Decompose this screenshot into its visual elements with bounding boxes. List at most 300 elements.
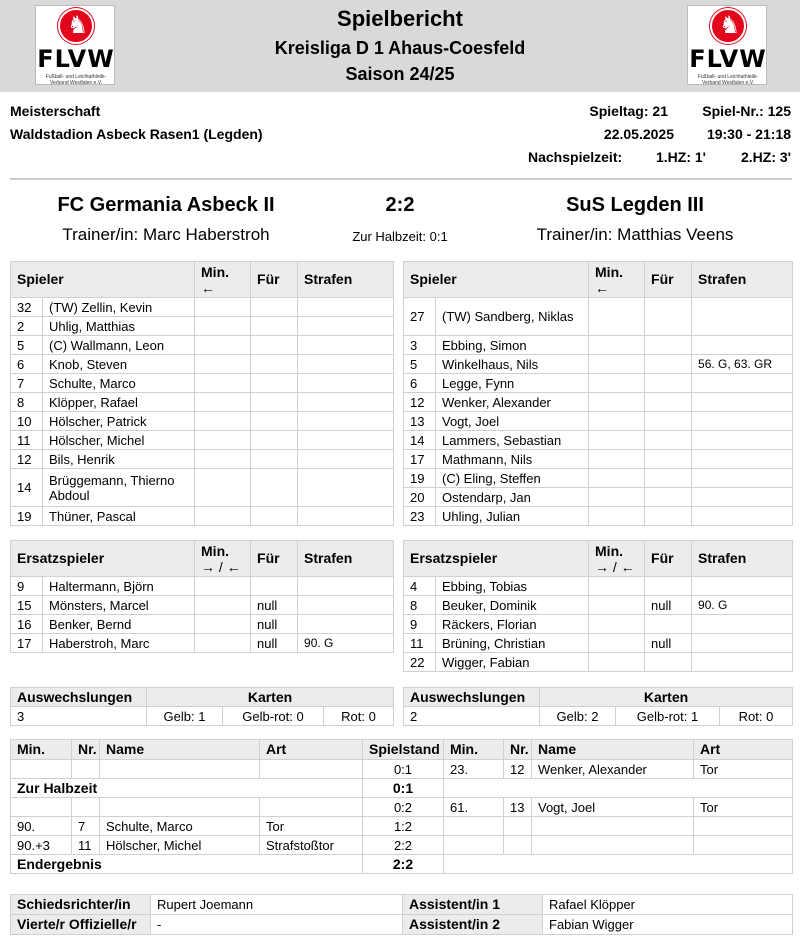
season: Saison 24/25 <box>345 64 455 84</box>
player-number: 23 <box>404 507 436 526</box>
player-min <box>195 431 251 450</box>
red-count: Rot: 0 <box>324 707 394 726</box>
score-value: 2:2 <box>363 855 444 874</box>
player-name: Schulte, Marco <box>43 374 195 393</box>
away-event-nr <box>504 836 532 855</box>
table-row <box>404 596 793 615</box>
matchday: Spieltag: 21 <box>589 103 668 119</box>
player-name: Knob, Steven <box>43 355 195 374</box>
table-row <box>404 577 793 596</box>
table-row <box>11 615 394 634</box>
away-event-name: Vogt, Joel <box>532 798 694 817</box>
player-penalties <box>298 596 394 615</box>
player-name: Uhlig, Matthias <box>43 317 195 336</box>
yellow-count: Gelb: 1 <box>147 707 223 726</box>
col-player: Ersatzspieler <box>404 541 589 577</box>
player-fuer <box>251 431 298 450</box>
player-min <box>195 615 251 634</box>
col-name: Name <box>532 740 694 760</box>
away-event-min: 23. <box>444 760 504 779</box>
assistant2-name: Fabian Wigger <box>543 915 793 935</box>
report-header <box>0 0 800 92</box>
player-fuer: null <box>251 596 298 615</box>
player-name: Räckers, Florian <box>436 615 589 634</box>
home-event-type: Tor <box>260 817 363 836</box>
player-penalties <box>692 412 793 431</box>
logo-wordmark: FLVW <box>689 45 767 73</box>
away-event-nr: 13 <box>504 798 532 817</box>
player-penalties <box>298 393 394 412</box>
home-event-type: Strafstoßtor <box>260 836 363 855</box>
away-event-type <box>694 836 793 855</box>
player-fuer <box>251 317 298 336</box>
player-number: 5 <box>404 355 436 374</box>
player-number: 8 <box>11 393 43 412</box>
player-name: Mönsters, Marcel <box>43 596 195 615</box>
player-penalties: 90. G <box>692 596 793 615</box>
player-penalties <box>692 469 793 488</box>
home-event-nr <box>72 798 100 817</box>
player-min <box>195 634 251 653</box>
table-row <box>404 431 793 450</box>
player-number: 10 <box>11 412 43 431</box>
home-event-name <box>100 798 260 817</box>
col-art: Art <box>260 740 363 760</box>
player-min <box>195 336 251 355</box>
table-row <box>11 374 394 393</box>
player-name: Benker, Bernd <box>43 615 195 634</box>
flvw-logo-right <box>687 5 767 85</box>
col-nr: Nr. <box>72 740 100 760</box>
away-event-type: Tor <box>694 760 793 779</box>
halftime-score: Zur Halbzeit: 0:1 <box>352 229 448 244</box>
col-spielstand: Spielstand <box>363 740 444 760</box>
player-name: Wigger, Fabian <box>436 653 589 672</box>
away-team-name: SuS Legden III <box>566 194 704 216</box>
player-fuer <box>645 393 692 412</box>
table-row <box>11 336 394 355</box>
final-score: 2:2 <box>385 194 415 216</box>
score-value: 1:2 <box>363 817 444 836</box>
empty-cell <box>444 855 793 874</box>
player-fuer <box>251 577 298 596</box>
player-number: 6 <box>11 355 43 374</box>
table-header-row <box>11 541 394 577</box>
table-row <box>11 412 394 431</box>
score-value: 2:2 <box>363 836 444 855</box>
col-strafen: Strafen <box>298 541 394 577</box>
table-row <box>404 653 793 672</box>
home-lineup-table <box>10 261 394 526</box>
horse-icon <box>58 8 94 44</box>
home-event-name <box>100 760 260 779</box>
player-min <box>195 374 251 393</box>
home-subs-table <box>10 540 394 653</box>
away-event-name: Wenker, Alexander <box>532 760 694 779</box>
logo-wordmark: FLVW <box>37 45 115 73</box>
player-min <box>589 653 645 672</box>
home-trainer: Trainer/in: Marc Haberstroh <box>62 225 270 244</box>
player-number: 19 <box>404 469 436 488</box>
min-label: Min. <box>201 543 230 559</box>
player-number: 8 <box>404 596 436 615</box>
player-name: Hölscher, Patrick <box>43 412 195 431</box>
player-number: 27 <box>404 298 436 336</box>
table-header-row <box>404 541 793 577</box>
player-fuer <box>645 653 692 672</box>
col-player: Ersatzspieler <box>11 541 195 577</box>
away-event-min <box>444 836 504 855</box>
player-penalties <box>298 577 394 596</box>
table-row <box>11 577 394 596</box>
table-row <box>11 355 394 374</box>
player-name: Mathmann, Nils <box>436 450 589 469</box>
player-min <box>589 374 645 393</box>
player-number: 19 <box>11 507 43 526</box>
player-min <box>195 317 251 336</box>
player-min <box>589 507 645 526</box>
player-name: Ebbing, Tobias <box>436 577 589 596</box>
score-value: 0:1 <box>363 779 444 798</box>
final-label: Endergebnis <box>11 855 363 874</box>
player-min <box>589 450 645 469</box>
table-row <box>11 431 394 450</box>
player-name: Ostendarp, Jan <box>436 488 589 507</box>
player-name: Thüner, Pascal <box>43 507 195 526</box>
player-penalties: 90. G <box>298 634 394 653</box>
player-name: Winkelhaus, Nils <box>436 355 589 374</box>
table-row <box>404 412 793 431</box>
away-subs-table <box>403 540 793 672</box>
min-label: Min. <box>201 264 230 280</box>
table-row <box>404 488 793 507</box>
player-penalties <box>692 336 793 355</box>
match-date: 22.05.2025 <box>603 126 674 142</box>
assistant2-label: Assistent/in 2 <box>403 915 543 935</box>
player-number: 6 <box>404 374 436 393</box>
player-min <box>195 298 251 317</box>
home-event-min <box>11 798 72 817</box>
page-title: Spielbericht <box>337 6 463 31</box>
away-trainer: Trainer/in: Matthias Veens <box>536 225 734 244</box>
arrow-icon: ← <box>201 280 216 296</box>
player-penalties <box>692 653 793 672</box>
table-row <box>404 393 793 412</box>
player-penalties <box>298 374 394 393</box>
player-fuer <box>251 412 298 431</box>
yellow-red-count: Gelb-rot: 1 <box>616 707 720 726</box>
col-nr: Nr. <box>504 740 532 760</box>
subs-count: 2 <box>404 707 540 726</box>
player-penalties <box>692 298 793 336</box>
divider <box>10 178 792 180</box>
col-min <box>589 541 645 577</box>
player-fuer: null <box>645 596 692 615</box>
referee-label: Schiedsrichter/in <box>11 895 151 915</box>
yellow-count: Gelb: 2 <box>540 707 616 726</box>
player-name: Haltermann, Björn <box>43 577 195 596</box>
player-number: 9 <box>404 615 436 634</box>
away-event-name <box>532 817 694 836</box>
player-min <box>589 577 645 596</box>
arrow-icon: → / ← <box>595 559 635 575</box>
player-name: Beuker, Dominik <box>436 596 589 615</box>
player-fuer: null <box>251 634 298 653</box>
player-fuer <box>645 450 692 469</box>
home-event-nr: 7 <box>72 817 100 836</box>
match-number: Spiel-Nr.: 125 <box>702 103 791 119</box>
table-row <box>11 634 394 653</box>
player-min <box>195 412 251 431</box>
away-event-nr <box>504 817 532 836</box>
subs-header: Auswechslungen <box>11 688 147 707</box>
home-event-min: 90. <box>11 817 72 836</box>
fourth-official-label: Vierte/r Offizielle/r <box>11 915 151 935</box>
player-name: Brüning, Christian <box>436 634 589 653</box>
event-row <box>11 798 793 817</box>
table-row <box>404 615 793 634</box>
match-time: 19:30 - 21:18 <box>706 126 791 142</box>
table-row <box>404 507 793 526</box>
player-name: Klöpper, Rafael <box>43 393 195 412</box>
player-min <box>589 488 645 507</box>
col-min: Min. <box>444 740 504 760</box>
away-summary-table <box>403 687 793 726</box>
final-result-row <box>11 855 793 874</box>
yellow-red-count: Gelb-rot: 0 <box>223 707 324 726</box>
player-name: Haberstroh, Marc <box>43 634 195 653</box>
player-number: 13 <box>404 412 436 431</box>
player-number: 5 <box>11 336 43 355</box>
player-min <box>589 469 645 488</box>
player-name: Lammers, Sebastian <box>436 431 589 450</box>
table-row <box>11 450 394 469</box>
table-row <box>404 298 793 336</box>
player-penalties <box>692 450 793 469</box>
player-fuer <box>645 488 692 507</box>
player-penalties <box>298 469 394 507</box>
player-penalties <box>692 431 793 450</box>
player-penalties <box>692 488 793 507</box>
col-min <box>195 262 251 298</box>
col-fuer: Für <box>645 541 692 577</box>
player-name: (C) Eling, Steffen <box>436 469 589 488</box>
player-fuer: null <box>645 634 692 653</box>
officials-table <box>10 894 793 935</box>
player-fuer <box>251 450 298 469</box>
competition-type: Meisterschaft <box>10 103 101 119</box>
player-min <box>195 507 251 526</box>
home-event-nr: 11 <box>72 836 100 855</box>
table-row <box>11 393 394 412</box>
player-fuer <box>645 507 692 526</box>
table-header-row <box>11 262 394 298</box>
home-summary-table <box>10 687 394 726</box>
arrow-icon: ← <box>595 280 610 296</box>
player-name: Wenker, Alexander <box>436 393 589 412</box>
stoppage-label: Nachspielzeit: <box>528 149 623 165</box>
table-row <box>11 596 394 615</box>
home-team-name: FC Germania Asbeck II <box>57 194 275 216</box>
empty-cell <box>444 779 793 798</box>
player-fuer <box>645 431 692 450</box>
player-fuer <box>645 374 692 393</box>
player-penalties <box>692 634 793 653</box>
player-number: 7 <box>11 374 43 393</box>
away-event-type: Tor <box>694 798 793 817</box>
player-fuer <box>645 298 692 336</box>
subs-header: Auswechslungen <box>404 688 540 707</box>
player-number: 17 <box>11 634 43 653</box>
player-penalties <box>298 507 394 526</box>
table-row <box>11 507 394 526</box>
player-fuer <box>645 469 692 488</box>
player-min <box>589 634 645 653</box>
home-event-name: Hölscher, Michel <box>100 836 260 855</box>
home-event-nr <box>72 760 100 779</box>
player-min <box>195 393 251 412</box>
halftime-label: Zur Halbzeit <box>11 779 363 798</box>
table-row <box>11 317 394 336</box>
player-min <box>195 450 251 469</box>
table-header-row <box>404 262 793 298</box>
player-fuer <box>645 412 692 431</box>
player-min <box>589 355 645 374</box>
player-penalties <box>298 355 394 374</box>
player-number: 14 <box>404 431 436 450</box>
home-event-name: Schulte, Marco <box>100 817 260 836</box>
arrow-icon: → / ← <box>201 559 241 575</box>
player-min <box>195 355 251 374</box>
home-event-type <box>260 798 363 817</box>
event-row <box>11 817 793 836</box>
player-number: 12 <box>404 393 436 412</box>
col-strafen: Strafen <box>692 262 793 298</box>
table-row <box>404 355 793 374</box>
col-player: Spieler <box>404 262 589 298</box>
referee-name: Rupert Joemann <box>151 895 403 915</box>
col-fuer: Für <box>251 541 298 577</box>
player-number: 32 <box>11 298 43 317</box>
table-row <box>11 469 394 507</box>
player-penalties <box>298 298 394 317</box>
player-penalties <box>298 615 394 634</box>
player-min <box>589 336 645 355</box>
player-min <box>195 469 251 507</box>
player-number: 12 <box>11 450 43 469</box>
player-number: 20 <box>404 488 436 507</box>
col-strafen: Strafen <box>692 541 793 577</box>
logo-subtitle: Fußball- und Leichtathletik-Verband Westfalen e.V. <box>45 74 107 86</box>
player-number: 15 <box>11 596 43 615</box>
table-row <box>404 634 793 653</box>
col-min <box>589 262 645 298</box>
player-min <box>589 596 645 615</box>
away-event-min <box>444 817 504 836</box>
player-min <box>589 431 645 450</box>
player-penalties <box>692 615 793 634</box>
away-event-min: 61. <box>444 798 504 817</box>
player-penalties <box>298 412 394 431</box>
table-row <box>404 469 793 488</box>
player-number: 11 <box>11 431 43 450</box>
stoppage-second-half: 2.HZ: 3' <box>740 149 791 165</box>
cards-header: Karten <box>540 688 793 707</box>
player-fuer <box>251 298 298 317</box>
col-strafen: Strafen <box>298 262 394 298</box>
home-event-min <box>11 760 72 779</box>
player-name: Brüggemann, Thierno Abdoul <box>43 469 195 507</box>
assistant1-name: Rafael Klöpper <box>543 895 793 915</box>
subs-count: 3 <box>11 707 147 726</box>
logo-subtitle: Fußball- und Leichtathletik-Verband Westfalen e.V. <box>697 74 759 86</box>
halftime-row <box>11 779 793 798</box>
player-penalties <box>298 317 394 336</box>
col-min: Min. <box>11 740 72 760</box>
stoppage-first-half: 1.HZ: 1' <box>656 149 707 165</box>
red-count: Rot: 0 <box>720 707 793 726</box>
assistant1-label: Assistent/in 1 <box>403 895 543 915</box>
venue: Waldstadion Asbeck Rasen1 (Legden) <box>10 126 263 142</box>
player-penalties <box>692 577 793 596</box>
player-name: (TW) Sandberg, Niklas <box>436 298 589 336</box>
player-penalties <box>298 336 394 355</box>
player-number: 14 <box>11 469 43 507</box>
player-penalties <box>692 393 793 412</box>
player-number: 2 <box>11 317 43 336</box>
player-fuer <box>645 615 692 634</box>
player-fuer <box>645 336 692 355</box>
horse-icon <box>710 8 746 44</box>
player-number: 9 <box>11 577 43 596</box>
col-art: Art <box>694 740 793 760</box>
player-fuer <box>251 374 298 393</box>
player-name: Hölscher, Michel <box>43 431 195 450</box>
table-row <box>404 336 793 355</box>
away-event-name <box>532 836 694 855</box>
home-event-min: 90.+3 <box>11 836 72 855</box>
player-min <box>589 412 645 431</box>
event-row <box>11 760 793 779</box>
player-min <box>589 393 645 412</box>
home-event-type <box>260 760 363 779</box>
away-lineup-table <box>403 261 793 526</box>
player-number: 22 <box>404 653 436 672</box>
col-fuer: Für <box>645 262 692 298</box>
fourth-official-name: - <box>151 915 403 935</box>
table-row <box>404 450 793 469</box>
away-event-type <box>694 817 793 836</box>
player-number: 11 <box>404 634 436 653</box>
score-value: 0:2 <box>363 798 444 817</box>
event-row <box>11 836 793 855</box>
player-penalties <box>298 431 394 450</box>
player-min <box>195 577 251 596</box>
player-fuer: null <box>251 615 298 634</box>
min-label: Min. <box>595 543 624 559</box>
player-penalties <box>692 374 793 393</box>
col-fuer: Für <box>251 262 298 298</box>
player-name: Vogt, Joel <box>436 412 589 431</box>
player-number: 4 <box>404 577 436 596</box>
player-penalties <box>298 450 394 469</box>
events-table <box>10 739 793 874</box>
player-name: Uhling, Julian <box>436 507 589 526</box>
player-number: 3 <box>404 336 436 355</box>
player-fuer <box>645 577 692 596</box>
player-number: 17 <box>404 450 436 469</box>
col-name: Name <box>100 740 260 760</box>
